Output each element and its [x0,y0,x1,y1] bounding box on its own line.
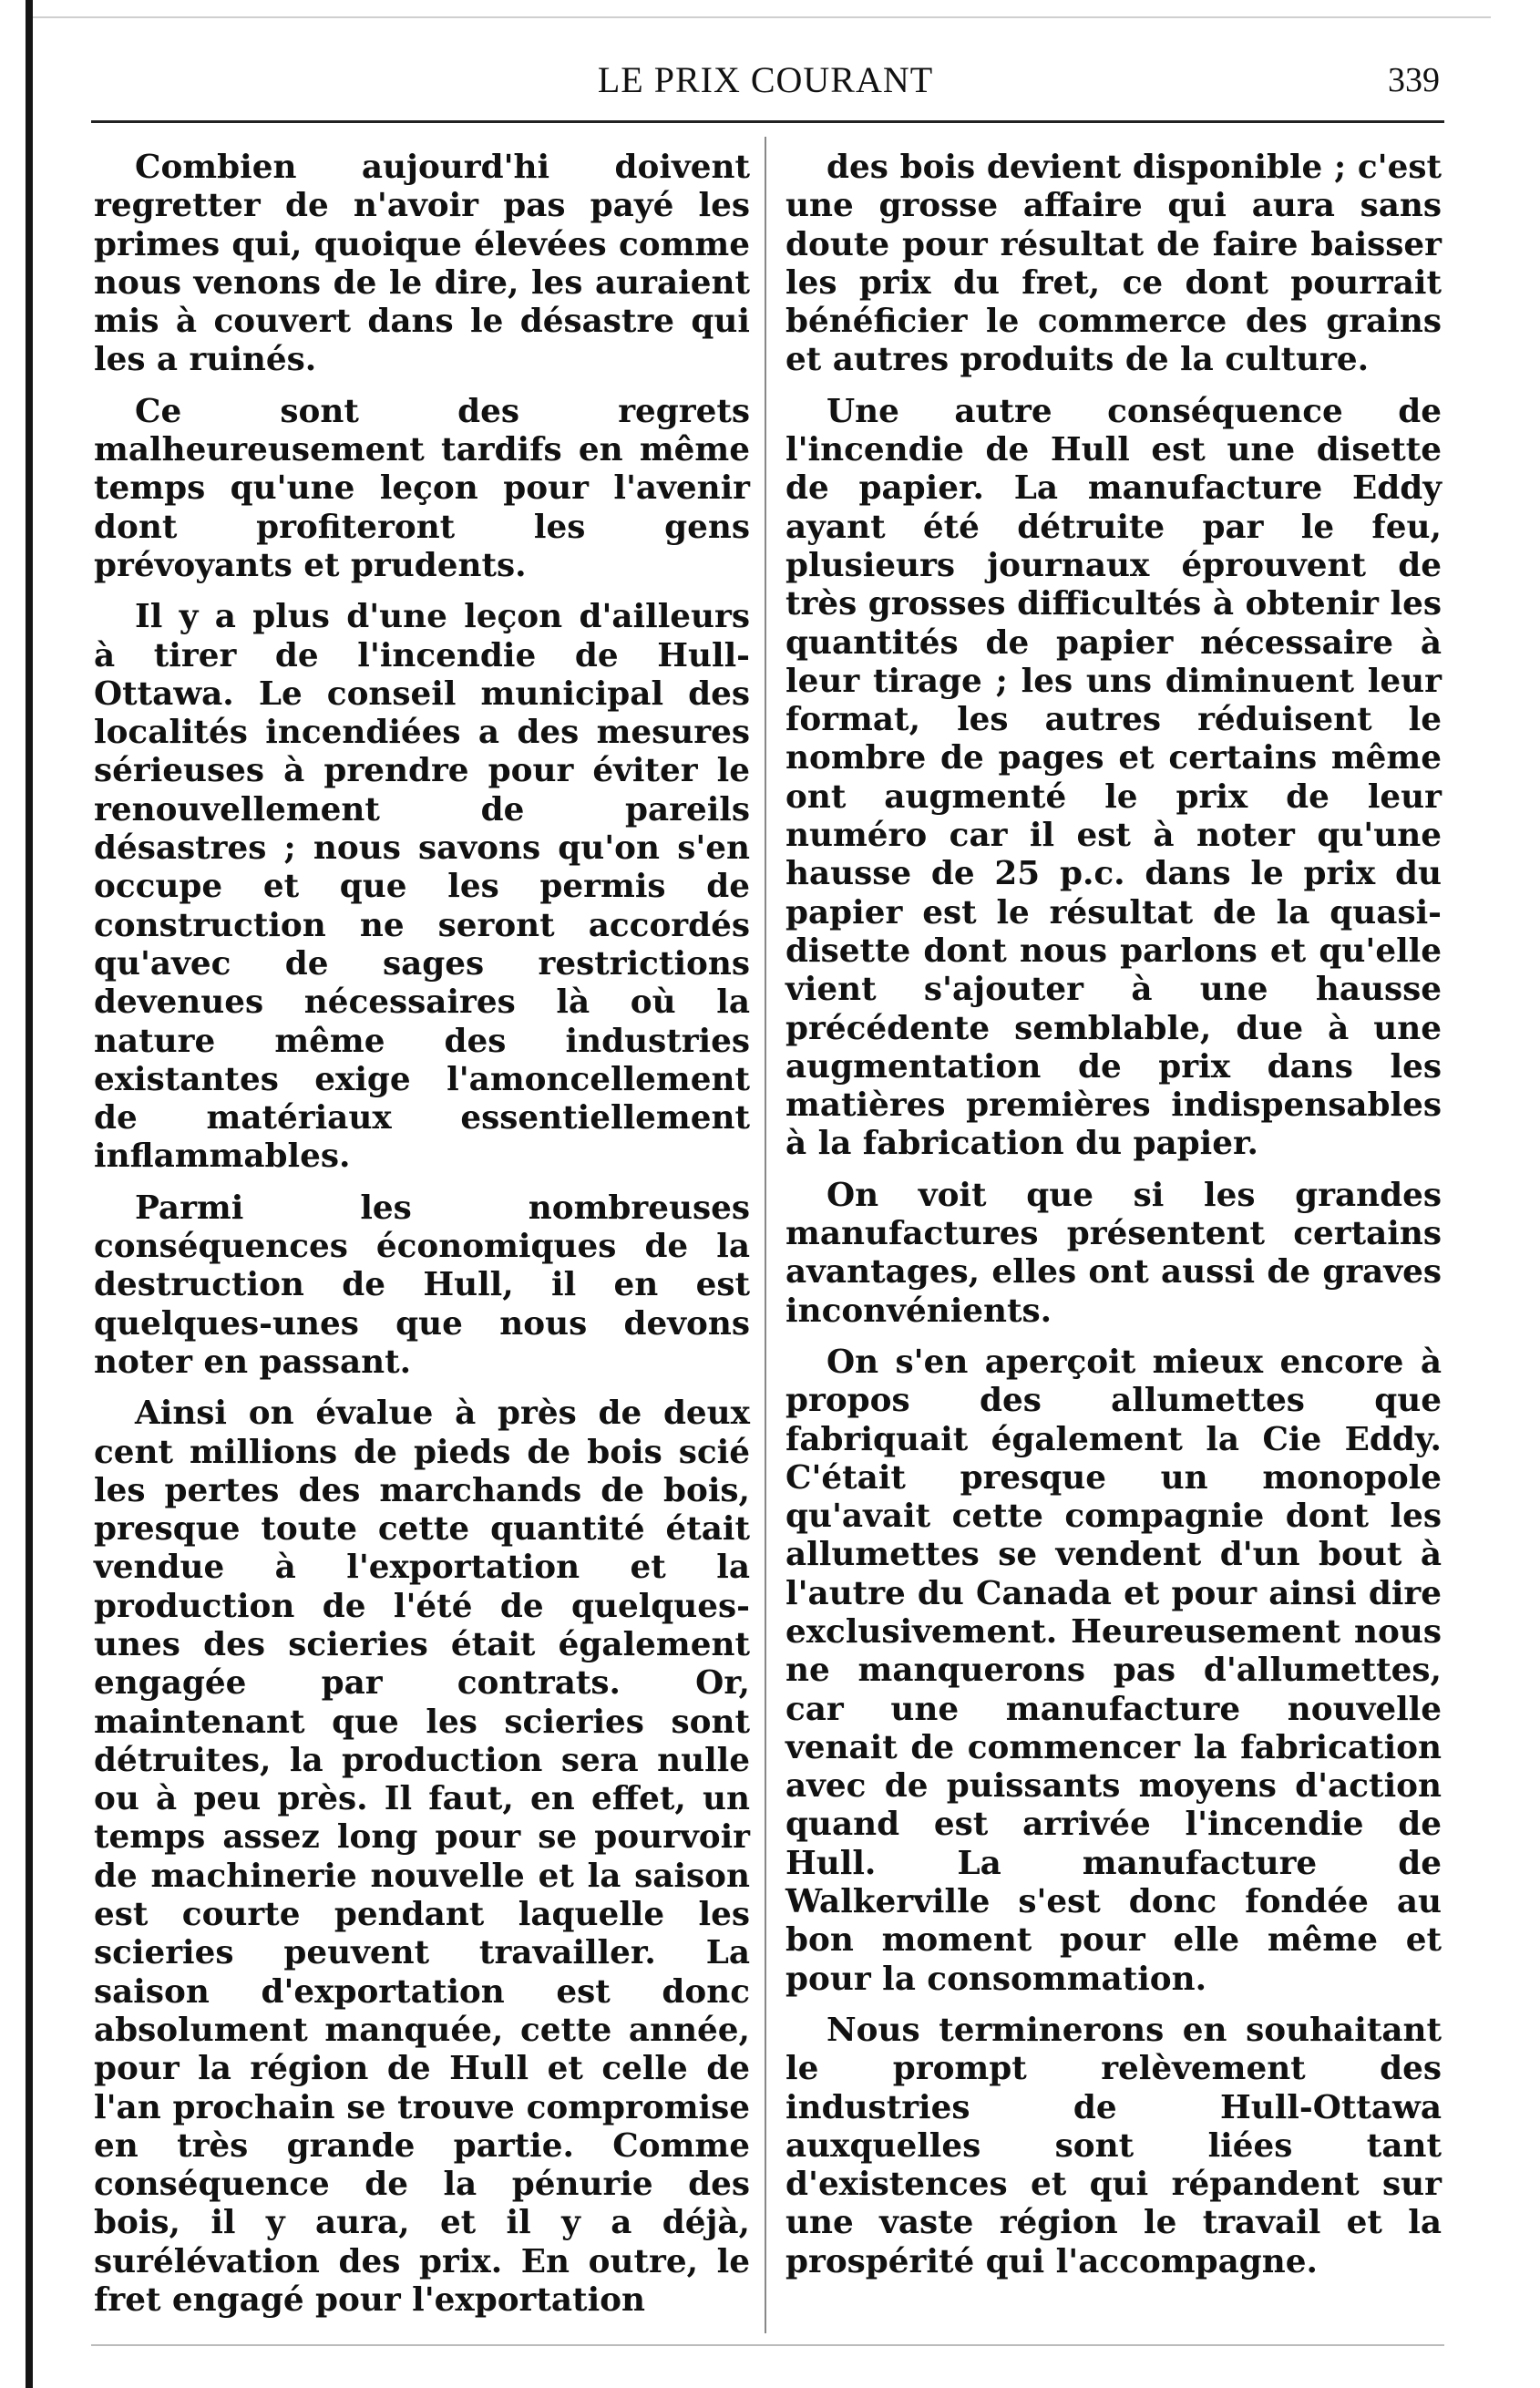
bottom-rule [91,2344,1444,2346]
binding-edge-rule [26,0,33,2388]
right-column [785,148,1442,2293]
paragraph: Ce sont des regrets malheureusement tardifs en même temps qu'une leçon pour l'avenir dont profiteront les gens prévoyants et prudents. [94,391,750,584]
header-rule [91,120,1444,123]
paragraph: Il y a plus d'une leçon d'ailleurs à tirer de l'incendie de Hull-Ottawa. Le conseil municipal des localités incendiées a des mesures sérieuses à prendre pour éviter le renouvellement de pareils désastres ; nous savons qu'on s'en occupe et que les permis de construction ne seront accordés qu'avec de sages restrictions devenues nécessaires là où la nature même des industries existantes exige l'amoncellement de matériaux essentiellement inflammables. [94,597,750,1176]
paragraph: Une autre conséquence de l'incendie de Hull est une disette de papier. La manufacture Eddy ayant été détruite par le feu, plusieurs journaux éprouvent de très grosses difficultés à obtenir les quantités de papier nécessaire à leur tirage ; les uns diminuent leur format, les autres réduisent le nombre de pages et certains même ont augmenté le prix de leur numéro car il est à noter qu'une hausse de 25 p.c. dans le prix du papier est le résultat de la quasi-disette dont nous parlons et qu'elle vient s'ajouter à une hausse précédente semblable, due à une augmentation de prix dans les matières premières indispensables à la fabrication du papier. [785,391,1442,1163]
top-scan-line [33,16,1491,18]
paragraph: On voit que si les grandes manufactures présentent certains avantages, elles ont aussi de graves inconvénients. [785,1175,1442,1330]
page-header [91,55,1440,109]
paragraph: Nous terminerons en souhaitant le prompt relèvement des industries de Hull-Ottawa auxquelles sont liées tant d'existences et qui répandent sur une vaste région le travail et la prospérité qui l'accompagne. [785,2010,1442,2280]
paragraph: On s'en aperçoit mieux encore à propos des allumettes que fabriquait également la Cie Eddy. C'était presque un monopole qu'avait cette compagnie dont les allumettes se vendent d'un bout à l'autre du Canada et pour ainsi dire exclusivement. Heureusement nous ne manquerons pas d'allumettes, car une manufacture nouvelle venait de commencer la fabrication avec de puissants moyens d'action quand est arrivée l'incendie de Hull. La manufacture de Walkerville s'est donc fondée au bon moment pour elle même et pour la consommation. [785,1342,1442,1998]
paragraph: Parmi les nombreuses conséquences économiques de la destruction de Hull, il en est quelques-unes que nous devons noter en passant. [94,1188,750,1381]
paragraph: Combien aujourd'hi doivent regretter de n'avoir pas payé les primes qui, quoique élevées comme nous venons de le dire, les auraient mis à couvert dans le désastre qui les a ruinés. [94,148,750,379]
running-title: LE PRIX COURANT [597,59,934,100]
paragraph: des bois devient disponible ; c'est une grosse affaire qui aura sans doute pour résultat de faire baisser les prix du fret, ce dont pourrait bénéficier le commerce des grains et autres produits de la culture. [785,148,1442,379]
left-column [94,148,750,2331]
paragraph: Ainsi on évalue à près de deux cent millions de pieds de bois scié les pertes des marchands de bois, presque toute cette quantité était vendue à l'exportation et la production de l'été de quelques-unes des scieries était également engagée par contrats. Or, maintenant que les scieries sont détruites, la production sera nulle ou à peu près. Il faut, en effet, un temps assez long pour se pourvoir de machinerie nouvelle et la saison est courte pendant laquelle les scieries peuvent travailler. La saison d'exportation est donc absolument manquée, cette année, pour la région de Hull et celle de l'an prochain se trouve compromise en très grande partie. Comme conséquence de la pénurie des bois, il y aura, et il y a déjà, surélévation des prix. En outre, le fret engagé pour l'exportation [94,1394,750,2320]
page-number: 339 [1388,61,1440,99]
column-divider [765,137,766,2333]
